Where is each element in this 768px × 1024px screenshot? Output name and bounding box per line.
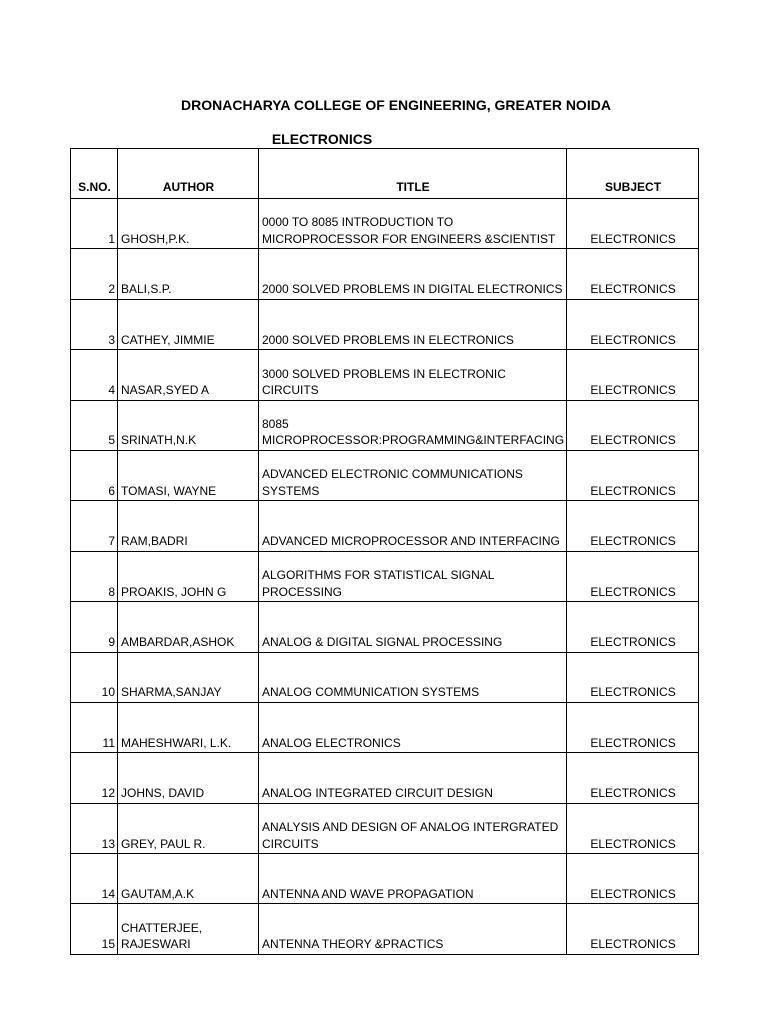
author-cell: TOMASI, WAYNE xyxy=(118,450,259,500)
author-cell: GAUTAM,A.K xyxy=(118,854,259,904)
subject-cell: ELECTRONICS xyxy=(567,299,699,349)
author-cell: CHATTERJEE, RAJESWARI xyxy=(118,904,259,954)
book-table xyxy=(70,148,699,955)
title-cell: 3000 SOLVED PROBLEMS IN ELECTRONIC CIRCUITS xyxy=(259,350,567,400)
subject-cell: ELECTRONICS xyxy=(567,551,699,601)
department-heading: ELECTRONICS xyxy=(271,131,373,147)
subject-cell: ELECTRONICS xyxy=(567,904,699,954)
table-row xyxy=(71,501,699,551)
sno-cell: 14 xyxy=(71,854,118,904)
subject-cell: ELECTRONICS xyxy=(567,501,699,551)
subject-cell: ELECTRONICS xyxy=(567,450,699,500)
table-row xyxy=(71,702,699,752)
table-header-row xyxy=(71,149,699,199)
title-cell: ALGORITHMS FOR STATISTICAL SIGNAL PROCESSING xyxy=(259,551,567,601)
sno-cell: 1 xyxy=(71,199,118,249)
author-cell: MAHESHWARI, L.K. xyxy=(118,702,259,752)
title-cell: ANALOG ELECTRONICS xyxy=(259,702,567,752)
title-cell: 8085 MICROPROCESSOR:PROGRAMMING&INTERFACING xyxy=(259,400,567,450)
sno-cell: 13 xyxy=(71,803,118,853)
author-cell: NASAR,SYED A xyxy=(118,350,259,400)
table-row xyxy=(71,299,699,349)
sno-cell: 6 xyxy=(71,450,118,500)
title-cell: ANTENNA AND WAVE PROPAGATION xyxy=(259,854,567,904)
sno-cell: 9 xyxy=(71,602,118,652)
title-cell: ANALOG & DIGITAL SIGNAL PROCESSING xyxy=(259,602,567,652)
author-cell: PROAKIS, JOHN G xyxy=(118,551,259,601)
author-cell: SHARMA,SANJAY xyxy=(118,652,259,702)
title-cell: ANTENNA THEORY &PRACTICS xyxy=(259,904,567,954)
table-row xyxy=(71,904,699,954)
author-cell: JOHNS, DAVID xyxy=(118,753,259,803)
subject-cell: ELECTRONICS xyxy=(567,249,699,299)
table-row xyxy=(71,803,699,853)
sno-cell: 8 xyxy=(71,551,118,601)
sno-cell: 3 xyxy=(71,299,118,349)
title-cell: ADVANCED MICROPROCESSOR AND INTERFACING xyxy=(259,501,567,551)
subject-cell: ELECTRONICS xyxy=(567,199,699,249)
header-subject: SUBJECT xyxy=(567,149,699,199)
author-cell: AMBARDAR,ASHOK xyxy=(118,602,259,652)
table-row xyxy=(71,854,699,904)
subject-cell: ELECTRONICS xyxy=(567,854,699,904)
sno-cell: 11 xyxy=(71,702,118,752)
table-row xyxy=(71,249,699,299)
title-cell: ANALYSIS AND DESIGN OF ANALOG INTERGRATED CIRCUITS xyxy=(259,803,567,853)
sno-cell: 15 xyxy=(71,904,118,954)
sno-cell: 4 xyxy=(71,350,118,400)
subject-cell: ELECTRONICS xyxy=(567,602,699,652)
subject-cell: ELECTRONICS xyxy=(567,753,699,803)
sno-cell: 10 xyxy=(71,652,118,702)
title-cell: 2000 SOLVED PROBLEMS IN DIGITAL ELECTRONICS xyxy=(259,249,567,299)
title-cell: ANALOG INTEGRATED CIRCUIT DESIGN xyxy=(259,753,567,803)
college-heading: DRONACHARYA COLLEGE OF ENGINEERING, GREATER NOIDA xyxy=(181,97,611,113)
subject-cell: ELECTRONICS xyxy=(567,803,699,853)
header-author: AUTHOR xyxy=(118,149,259,199)
author-cell: CATHEY, JIMMIE xyxy=(118,299,259,349)
author-cell: BALI,S.P. xyxy=(118,249,259,299)
subject-cell: ELECTRONICS xyxy=(567,702,699,752)
header-sno: S.NO. xyxy=(71,149,118,199)
subject-cell: ELECTRONICS xyxy=(567,350,699,400)
header-title: TITLE xyxy=(259,149,567,199)
table-row xyxy=(71,199,699,249)
table-row xyxy=(71,753,699,803)
author-cell: RAM,BADRI xyxy=(118,501,259,551)
table-row xyxy=(71,602,699,652)
author-cell: GHOSH,P.K. xyxy=(118,199,259,249)
subject-cell: ELECTRONICS xyxy=(567,652,699,702)
title-cell: ADVANCED ELECTRONIC COMMUNICATIONS SYSTEMS xyxy=(259,450,567,500)
sno-cell: 5 xyxy=(71,400,118,450)
title-cell: 2000 SOLVED PROBLEMS IN ELECTRONICS xyxy=(259,299,567,349)
table-row xyxy=(71,652,699,702)
author-cell: GREY, PAUL R. xyxy=(118,803,259,853)
table-row xyxy=(71,400,699,450)
author-cell: SRINATH,N.K xyxy=(118,400,259,450)
subject-cell: ELECTRONICS xyxy=(567,400,699,450)
sno-cell: 7 xyxy=(71,501,118,551)
title-cell: ANALOG COMMUNICATION SYSTEMS xyxy=(259,652,567,702)
title-cell: 0000 TO 8085 INTRODUCTION TO MICROPROCESSOR FOR ENGINEERS &SCIENTIST xyxy=(259,199,567,249)
table-row xyxy=(71,450,699,500)
sno-cell: 2 xyxy=(71,249,118,299)
table-row xyxy=(71,551,699,601)
sno-cell: 12 xyxy=(71,753,118,803)
table-row xyxy=(71,350,699,400)
